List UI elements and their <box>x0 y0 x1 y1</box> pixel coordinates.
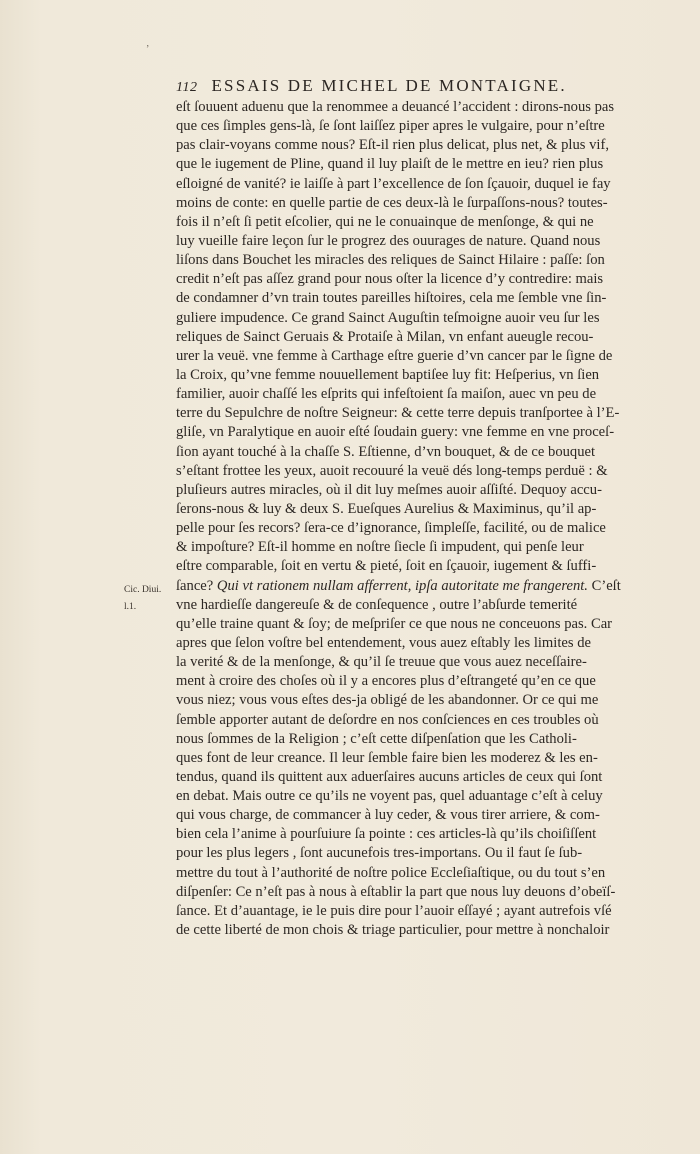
text-line <box>176 634 668 653</box>
text-line <box>176 806 668 825</box>
text-line <box>176 538 668 557</box>
text-line-content: pelle pour ſes recors? ſera-ce d’ignorance, ſimpleſſe, facilité, ou de malice <box>176 520 606 537</box>
text-line-content: luy vueille faire leçon ſur le progrez des ouurages de nature. Quand nous <box>176 232 601 249</box>
text-line-content: apres que ſelon voſtre bel entendement, vous auez eſtably les limites de <box>176 634 591 651</box>
text-line <box>176 232 668 251</box>
text-line-content: credit n’eſt pas aſſez grand pour nous oſter la licence d’y contredire: mais <box>176 271 604 288</box>
text-line-content: s’eſtant frottee les yeux, auoit recouuré la veuë dés long-temps perduë : & <box>176 462 608 479</box>
text-line <box>176 500 668 519</box>
text-line <box>176 577 668 596</box>
text-line <box>176 749 668 768</box>
text-line <box>176 768 668 787</box>
text-line <box>176 423 668 442</box>
text-line <box>176 711 668 730</box>
text-line-content: ſance? <box>176 577 217 594</box>
text-line-content: eſtre comparable, ſoit en vertu & pieté, ſoit en ſçauoir, iugement & ſuffi- <box>176 558 597 575</box>
text-line-content: familier, auoir chaſſé les eſprits qui infeſtoient ſa maiſon, auec vn peu de <box>176 386 597 403</box>
text-line-content: ſance. Et d’auantage, ie le puis dire pour l’auoir eſſayé ; ayant autrefois vſé <box>176 902 612 919</box>
margin-citation-line: Cic. Diui. <box>124 585 162 595</box>
text-line-content: pas clair-voyans comme nous? Eſt-il rien plus delicat, plus net, & plus vif, <box>176 137 609 154</box>
text-line <box>176 328 668 347</box>
text-line <box>176 691 668 710</box>
text-line-content: de condamner d’vn train toutes pareilles hiſtoires, cela me ſemble vne ſin- <box>176 290 607 307</box>
text-line-continuation: C’eſt <box>587 577 621 594</box>
text-line-content: la Croix, qu’vne femme nouuellement baptiſee luy fit: Heſperius, vn ſien <box>176 366 600 383</box>
text-line <box>176 366 668 385</box>
text-line <box>176 289 668 308</box>
text-line-content: tendus, quand ils quittent aux aduerſaires aucuns articles de ceux qui ſont <box>176 768 603 785</box>
text-line <box>176 730 668 749</box>
text-line <box>176 194 668 213</box>
text-line <box>176 98 668 117</box>
text-line-content: terre du Sepulchre de noſtre Seigneur: & cette terre depuis tranſportee à l’E- <box>176 405 620 422</box>
text-line <box>176 462 668 481</box>
text-line-content: ſion ayant touché à la chaſſe S. Eſtienne, d’vn bouquet, & de ce bouquet <box>176 443 596 460</box>
text-line <box>176 309 668 328</box>
text-line <box>176 864 668 883</box>
text-line-content: eſt ſouuent aduenu que la renommee a deuancé l’accident : dirons-nous pas <box>176 99 615 115</box>
running-title: ESSAIS DE MICHEL DE MONTAIGNE. <box>211 76 567 95</box>
text-line <box>176 825 668 844</box>
text-line <box>176 921 668 940</box>
text-line <box>176 844 668 863</box>
text-line-content: diſpenſer: Ce n’eſt pas à nous à eſtablir la part que nous luy deuons d’obeïſ- <box>176 883 616 900</box>
text-line <box>176 557 668 576</box>
text-line-content: pour les plus legers , ſont aucunefois tres-importans. Ou il faut ſe ſub- <box>176 845 583 862</box>
text-line <box>176 481 668 500</box>
text-line-content: mettre du tout à l’authorité de noſtre police Eccleſiaſtique, ou du tout s’en <box>176 864 606 881</box>
text-line-content: bien cela l’anime à pourſuiure ſa pointe : ces articles-là qu’ils choiſiſſent <box>176 826 597 843</box>
text-line <box>176 175 668 194</box>
text-line <box>176 902 668 921</box>
text-line-content: en debat. Mais outre ce qu’ils ne voyent pas, quel aduantage c’eſt à celuy <box>176 788 603 805</box>
text-line <box>176 653 668 672</box>
latin-quotation: Qui vt rationem nullam afferrent, ipſa autoritate me frangerent. <box>216 577 588 594</box>
text-line <box>176 251 668 270</box>
text-line <box>176 270 668 289</box>
text-line <box>176 136 668 155</box>
text-line-content: nous ſommes de la Religion ; c’eſt cette diſpenſation que les Catholi- <box>176 730 577 747</box>
text-line-content: vous niez; vous vous eſtes des-ja obligé de les abandonner. Or ce qui me <box>176 692 599 709</box>
text-line <box>176 117 668 136</box>
text-line-content: qu’elle traine quant & ſoy; de meſpriſer ce que nous ne conceuons pas. Car <box>176 615 613 632</box>
text-line <box>176 404 668 423</box>
text-line-content: ſerons-nous & luy & deux S. Eueſques Aurelius & Maximinus, qu’il ap- <box>176 500 597 517</box>
text-line-content: que ces ſimples gens-là, ſe ſont laiſſez piper apres le vulgaire, pour n’eſtre <box>176 118 605 135</box>
text-line-content: de cette liberté de mon chois & triage particulier, pour mettre à nonchaloir <box>176 922 610 939</box>
text-line-content: pluſieurs autres miracles, où il dit luy meſmes auoir aſſiſté. Dequoy accu- <box>176 481 602 498</box>
text-line <box>176 672 668 691</box>
margin-citation <box>124 582 174 616</box>
stray-mark: ’ <box>146 44 150 55</box>
text-line-content: ment à croire des choſes où il y a encores plus d’eſtrangeté qu’en ce que <box>176 673 596 690</box>
text-line-content: guliere impudence. Ce grand Sainct Auguſtin teſmoigne auoir veu ſur les <box>176 309 600 326</box>
text-line-content: ques font de leur creance. Il leur ſemble faire bien les moderez & les en- <box>176 749 598 766</box>
text-line-content: eſloigné de vanité? ie laiſſe à part l’excellence de ſon ſçauoir, duquel ie fay <box>176 175 611 192</box>
text-line-content: liſons dans Bouchet les miracles des reliques de Sainct Hilaire : paſſe: ſon <box>176 252 605 269</box>
text-line-content: moins de conte: en quelle partie de ces deux-là le ſurpaſſons-nous? toutes- <box>176 194 608 211</box>
text-line-content: urer la veuë. vne femme à Carthage eſtre guerie d’vn cancer par le ſigne de <box>176 347 613 364</box>
text-line <box>176 615 668 634</box>
text-line <box>176 519 668 538</box>
text-line <box>176 787 668 806</box>
text-line-content: fois il n’eſt ſi petit eſcolier, qui ne le conuainque de menſonge, & qui ne <box>176 213 594 230</box>
text-line-content: la verité & de la menſonge, & qu’il ſe treuue que vous auez neceſſaire- <box>176 654 587 671</box>
text-line-content: reliques de Sainct Geruais & Protaiſe à Milan, vn enfant aueugle recou- <box>176 328 594 345</box>
body-text <box>176 98 668 940</box>
text-line-content: que le iugement de Pline, quand il luy plaiſt de le mettre en ieu? rien plus <box>176 156 604 173</box>
text-line <box>176 596 668 615</box>
text-line-content: & impoſture? Eſt-il homme en noſtre ſiecle ſi impudent, qui penſe leur <box>176 539 584 556</box>
text-line-content: qui vous charge, de commancer à luy ceder, & vous tirer arriere, & com- <box>176 807 600 824</box>
text-line <box>176 385 668 404</box>
running-head <box>176 76 676 96</box>
text-line <box>176 347 668 366</box>
text-line <box>176 213 668 232</box>
text-line-content: ſemble apporter autant de deſordre en nos conſciences en ces troubles où <box>176 711 599 728</box>
text-line <box>176 443 668 462</box>
margin-citation-line: l.1. <box>124 602 137 612</box>
text-line-content: gliſe, vn Paralytique en auoir eſté ſoudain guery: vne femme en vne proceſ- <box>176 424 615 441</box>
text-line <box>176 155 668 174</box>
text-line-content: vne hardieſſe dangereuſe & de conſequence , outre l’abſurde temerité <box>176 596 578 613</box>
page-number: 112 <box>176 80 198 95</box>
text-line <box>176 883 668 902</box>
